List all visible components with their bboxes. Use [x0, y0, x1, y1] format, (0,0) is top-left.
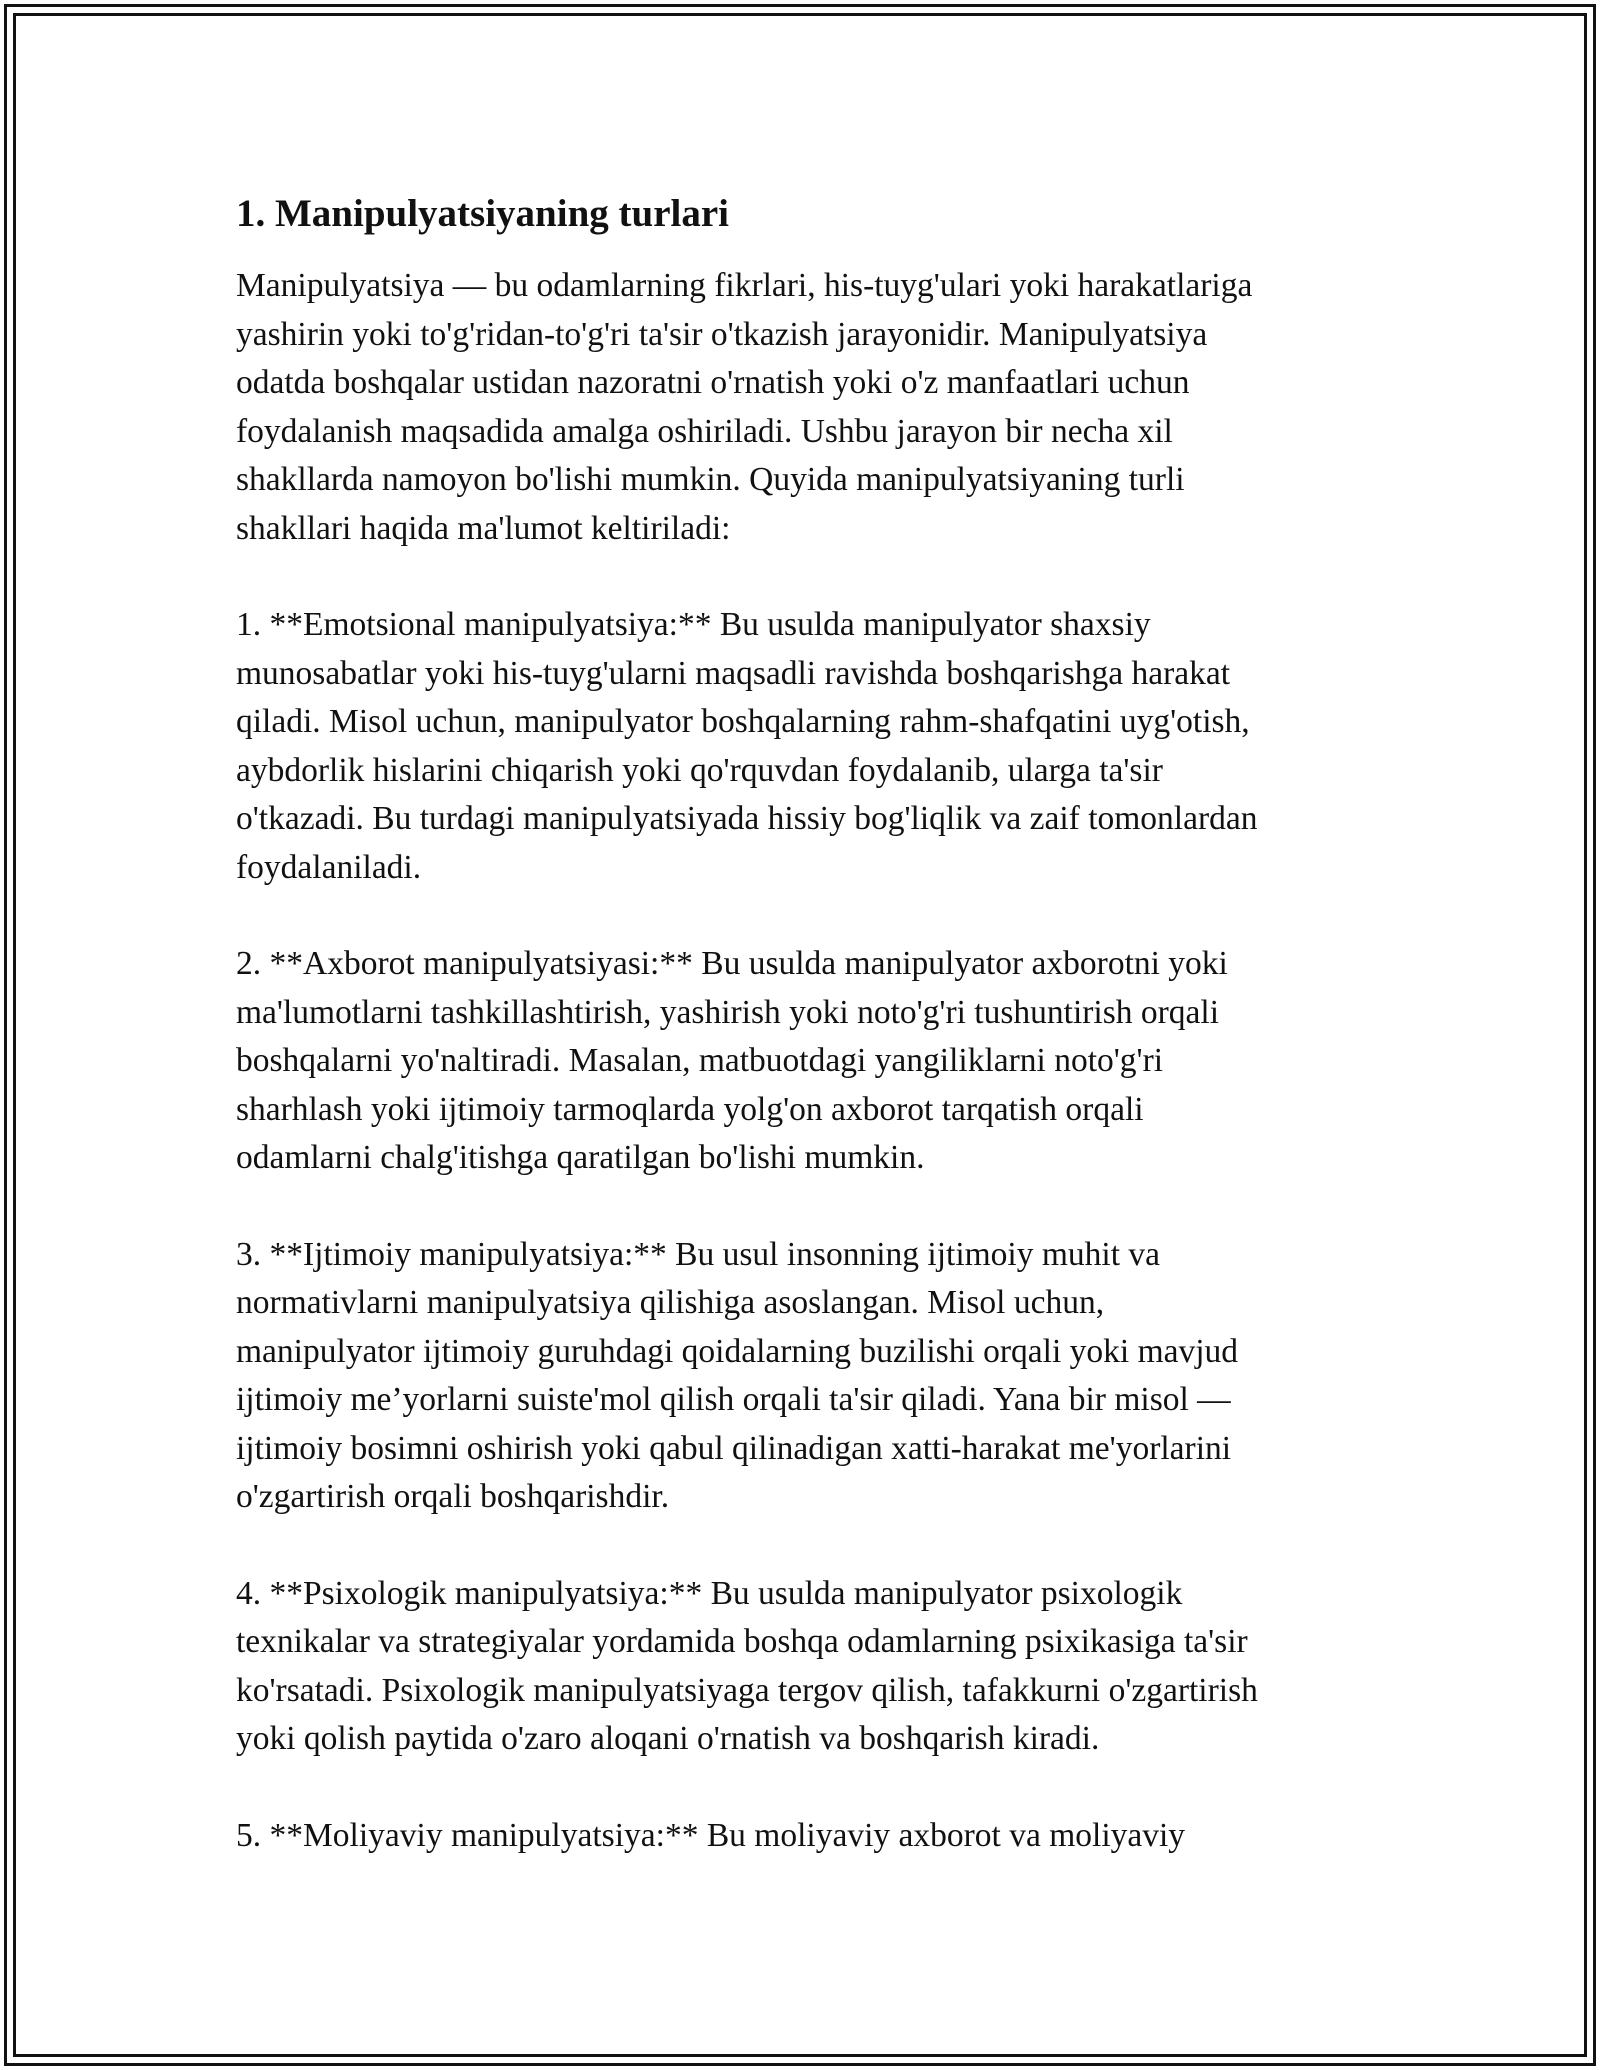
document-body — [236, 188, 1366, 1860]
paragraph-information-manipulation: 2. **Axborot manipulyatsiyasi:** Bu usulda manipulyator axborotni yoki ma'lumotlarni tashkillashtirish, yashirish yoki noto'g'ri tushuntirish orqali boshqalarni yo'naltiradi. Masalan, matbuotdagi yangiliklarni noto'g'ri sharhlash yoki ijtimoiy tarmoqlarda yolg'on axborot tarqatish orqali odamlarni chalg'itishga qaratilgan bo'lishi mumkin. — [236, 945, 1228, 1176]
document-title: 1. Manipulyatsiyaning turlari — [236, 192, 729, 235]
paragraph-emotional-manipulation: 1. **Emotsional manipulyatsiya:** Bu usulda manipulyator shaxsiy munosabatlar yoki his-tuyg'ularni maqsadli ravishda boshqarishga harakat qiladi. Misol uchun, manipulyator boshqalarning rahm-shafqatini uyg'otish, aybdorlik hislarini chiqarish yoki qo'rquvdan foydalanib, ularga ta'sir o'tkazadi. Bu turdagi manipulyatsiyada hissiy bog'liqlik va zaif tomonlardan foydalaniladi. — [236, 606, 1258, 886]
paragraph-psychological-manipulation: 4. **Psixologik manipulyatsiya:** Bu usulda manipulyator psixologik texnikalar va strategiyalar yordamida boshqa odamlarning psixikasiga ta'sir ko'rsatadi. Psixologik manipulyatsiyaga tergov qilish, tafakkurni o'zgartirish yoki qolish paytida o'zaro aloqani o'rnatish va boshqarish kiradi. — [236, 1574, 1258, 1757]
paragraph-social-manipulation: 3. **Ijtimoiy manipulyatsiya:** Bu usul insonning ijtimoiy muhit va normativlarni manipulyatsiya qilishiga asoslangan. Misol uchun, manipulyator ijtimoiy guruhdagi qoidalarning buzilishi orqali yoki mavjud ijtimoiy me’yorlarni suiste'mol qilish orqali ta'sir qiladi. Yana bir misol — ijtimoiy bosimni oshirish yoki qabul qilinadigan xatti-harakat me'yorlarini o'zgartirish orqali boshqarishdir. — [236, 1235, 1239, 1515]
intro-paragraph: Manipulyatsiya — bu odamlarning fikrlari, his-tuyg'ulari yoki harakatlariga yashirin yoki to'g'ridan-to'g'ri ta'sir o'tkazish jarayonidir. Manipulyatsiya odatda boshqalar ustidan nazoratni o'rnatish yoki o'z manfaatlari uchun foydalanish maqsadida amalga oshiriladi. Ushbu jarayon bir necha xil shakllarda namoyon bo'lishi mumkin. Quyida manipulyatsiyaning turli shakllari haqida ma'lumot keltiriladi: — [236, 267, 1253, 547]
paragraph-financial-manipulation: 5. **Moliyaviy manipulyatsiya:** Bu moliyaviy axborot va moliyaviy — [236, 1816, 1186, 1854]
